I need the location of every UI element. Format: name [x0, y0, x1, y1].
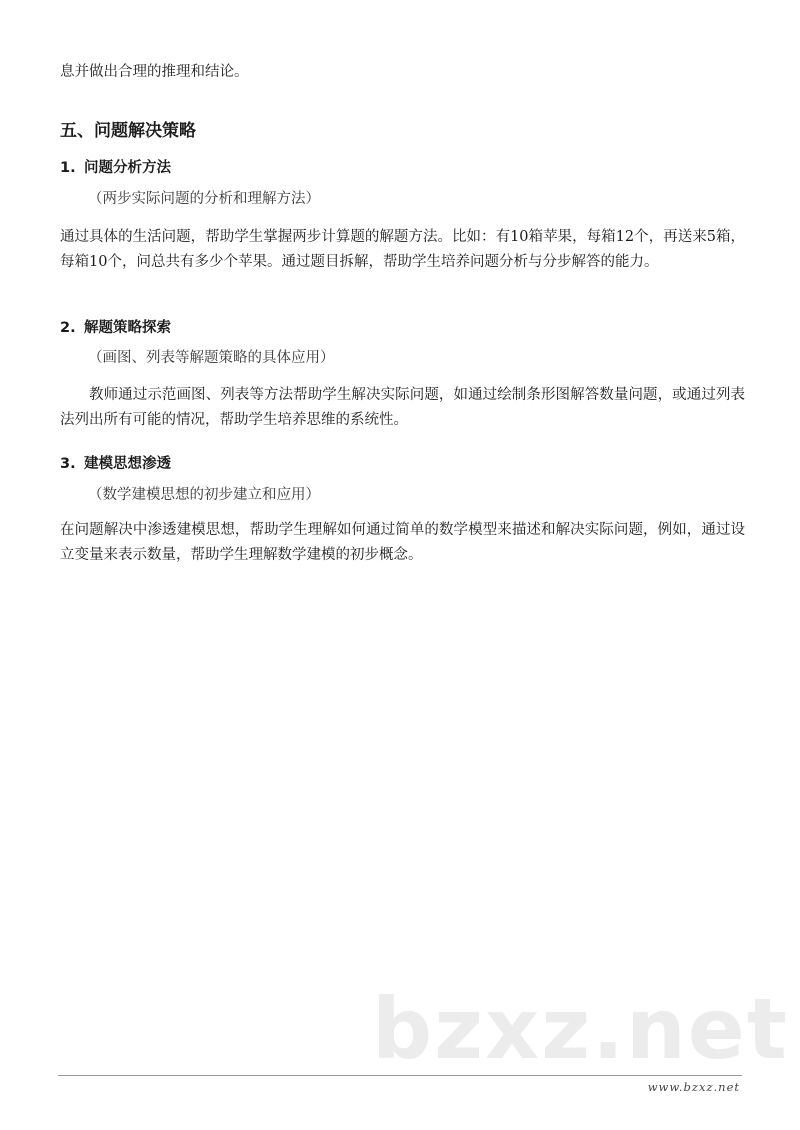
subsection-2-heading	[60, 316, 171, 337]
subsection-1-body: 通过具体的生活问题，帮助学生掌握两步计算题的解题方法。比如：有10箱苹果，每箱12个，再送来5箱，每箱10个，问总共有多少个苹果。通过题目拆解，帮助学生培养问题分析与分步解答的能力。	[60, 229, 745, 270]
subsection-2-body: 教师通过示范画图、列表等方法帮助学生解决实际问题，如通过绘制条形图解答数量问题，或通过列表法列出所有可能的情况，帮助学生培养思维的系统性。	[60, 387, 745, 428]
subsection-3-heading	[60, 452, 171, 473]
subsection-3-note: （数学建模思想的初步建立和应用）	[88, 487, 320, 503]
site-watermark: bzxz.net	[372, 980, 789, 1078]
subsection-2-number: 2.	[60, 320, 76, 336]
subsection-1-title: 问题分析方法	[84, 160, 171, 176]
continued-paragraph: 息并做出合理的推理和结论。	[60, 64, 249, 80]
subsection-1-number: 1.	[60, 160, 76, 176]
subsection-3-title: 建模思想渗透	[84, 456, 171, 472]
subsection-3-number: 3.	[60, 456, 76, 472]
subsection-1-heading	[60, 156, 171, 177]
subsection-3-body: 在问题解决中渗透建模思想，帮助学生理解如何通过简单的数学模型来描述和解决实际问题，例如，通过设立变量来表示数量，帮助学生理解数学建模的初步概念。	[60, 522, 745, 563]
subsection-2-note: （画图、列表等解题策略的具体应用）	[88, 350, 335, 366]
section-title: 五、问题解决策略	[60, 121, 196, 141]
subsection-2-title: 解题策略探索	[84, 320, 171, 336]
footer-url: www.bzxz.net	[647, 1080, 740, 1094]
subsection-1-note: （两步实际问题的分析和理解方法）	[88, 191, 320, 207]
footer-divider	[58, 1075, 742, 1076]
